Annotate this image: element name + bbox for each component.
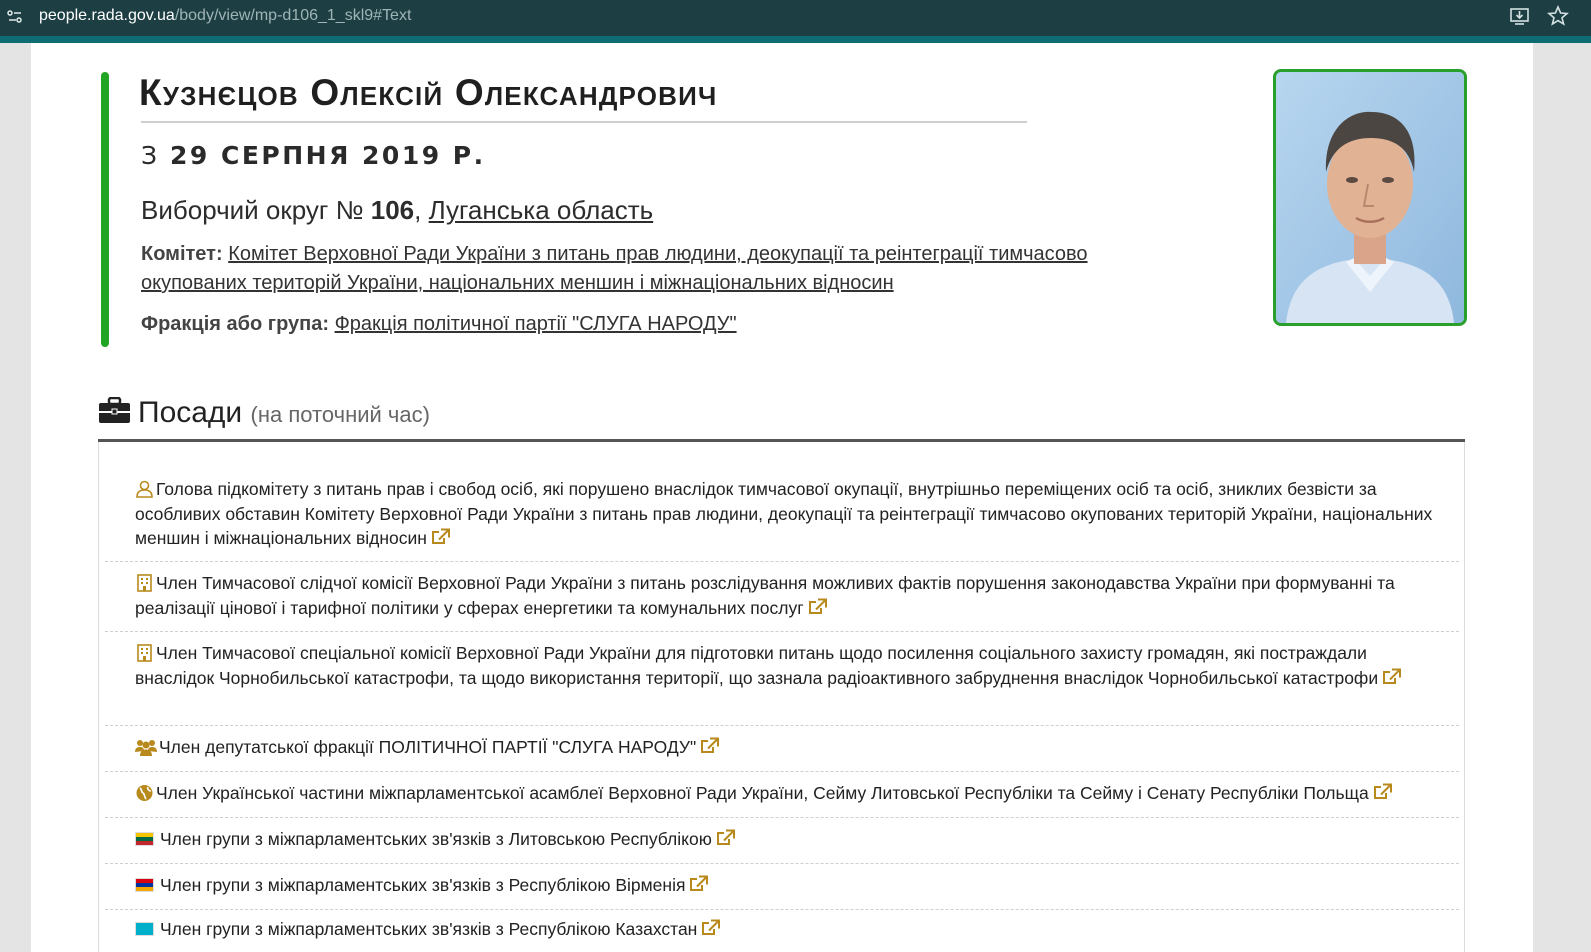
- district-separator: ,: [414, 195, 422, 225]
- list-item: [105, 771, 1459, 818]
- external-link-icon[interactable]: [1382, 668, 1402, 686]
- external-link-icon[interactable]: [431, 528, 451, 546]
- position-text: Член групи з міжпарламентських зв'язків з Республікою Вірменія: [160, 875, 686, 895]
- mandate-start: [141, 139, 486, 173]
- flag-armenia-icon: [135, 878, 154, 892]
- position-text: Член Тимчасової слідчої комісії Верховної Ради України з питань розслідування можливих фактів порушення законодавства України при формуванні та реалізації цінової і тарифної політики у сферах енергетики та комунальних послуг: [135, 573, 1395, 618]
- bookmark-star-icon[interactable]: [1547, 5, 1569, 27]
- briefcase-icon: [98, 397, 131, 424]
- list-item: [105, 909, 1459, 952]
- external-link-icon[interactable]: [1373, 783, 1393, 801]
- page-content: [31, 43, 1533, 952]
- position-text: Член Української частини міжпарламентської асамблеї Верховної Ради України, Сейму Литовської Республіки та Сейму і Сенату Республіки Польща: [156, 783, 1369, 803]
- browser-address-bar: [0, 0, 1591, 36]
- faction-link[interactable]: Фракція політичної партії "СЛУГА НАРОДУ": [334, 313, 737, 335]
- since-date: 29 СЕРПНЯ 2019 Р.: [169, 141, 486, 170]
- faction-info: [141, 310, 737, 339]
- header-accent-bar: [101, 72, 109, 347]
- toolbar-accent-line: [0, 36, 1591, 43]
- district-number: 106: [370, 195, 415, 225]
- positions-list: [98, 442, 1465, 952]
- deputy-name: Кузнєцов Олексій Олександрович: [139, 72, 718, 113]
- positions-title: Посади: [138, 396, 243, 429]
- flag-kazakhstan-icon: [135, 922, 154, 936]
- list-item: [105, 725, 1459, 772]
- list-item: [105, 631, 1459, 726]
- position-text: Член депутатської фракції ПОЛІТИЧНОЇ ПАРТІЇ "СЛУГА НАРОДУ": [159, 737, 697, 757]
- site-settings-icon[interactable]: [6, 8, 24, 26]
- group-icon: [135, 738, 157, 756]
- name-underline: [141, 121, 1027, 123]
- external-link-icon[interactable]: [716, 829, 736, 847]
- url-path: /body/view/mp-d106_1_skl9#Text: [174, 7, 412, 24]
- district-prefix: Виборчий округ №: [141, 195, 364, 225]
- deputy-photo: [1273, 69, 1467, 326]
- url-field[interactable]: [39, 6, 411, 26]
- install-app-icon[interactable]: [1509, 5, 1531, 27]
- building-icon: [135, 644, 154, 662]
- external-link-icon[interactable]: [700, 737, 720, 755]
- region-link[interactable]: Луганська область: [428, 195, 654, 225]
- external-link-icon[interactable]: [701, 919, 721, 937]
- globe-icon: [135, 784, 154, 802]
- list-item: [105, 474, 1459, 562]
- positions-subtitle: (на поточний час): [250, 402, 430, 427]
- position-text: Член Тимчасової спеціальної комісії Верховної Ради України для підготовки питань щодо посилення соціального захисту громадян, які постраждали внаслідок Чорнобильської катастрофи, та щодо використання території, що зазнала радіоактивного забруднення внаслідок Чорнобильської катастрофи: [135, 643, 1379, 688]
- faction-label: Фракція або група:: [141, 313, 330, 335]
- url-host: people.rada.gov.ua: [39, 7, 175, 24]
- external-link-icon[interactable]: [689, 875, 709, 893]
- position-text: Член групи з міжпарламентських зв'язків з Республікою Казахстан: [160, 919, 698, 939]
- person-icon: [135, 480, 154, 498]
- position-text: Член групи з міжпарламентських зв'язків з Литовською Республікою: [160, 829, 712, 849]
- committee-link[interactable]: Комітет Верховної Ради України з питань прав людини, деокупації та реінтеграції тимчасово окупованих територій України, національних меншин і міжнаціональних відносин: [141, 243, 1088, 294]
- list-item: [105, 817, 1459, 864]
- since-prefix: З: [141, 141, 160, 170]
- committee-info: [141, 240, 1141, 298]
- list-item: [105, 561, 1459, 632]
- flag-lithuania-icon: [135, 832, 154, 846]
- electoral-district: [141, 193, 653, 227]
- position-text: Голова підкомітету з питань прав і свобод осіб, які порушено внаслідок тимчасової окупації, внутрішньо переміщених осіб та осіб, зниклих безвісти за особливих обставин Комітету Верховної Ради України з питань прав людини, деокупації та реінтеграції тимчасово окупованих територій України, національних меншин і міжнаціональних відносин: [135, 479, 1433, 548]
- committee-label: Комітет:: [141, 243, 223, 265]
- list-item: [105, 863, 1459, 910]
- building-icon: [135, 574, 154, 592]
- positions-heading: [138, 393, 430, 435]
- external-link-icon[interactable]: [808, 598, 828, 616]
